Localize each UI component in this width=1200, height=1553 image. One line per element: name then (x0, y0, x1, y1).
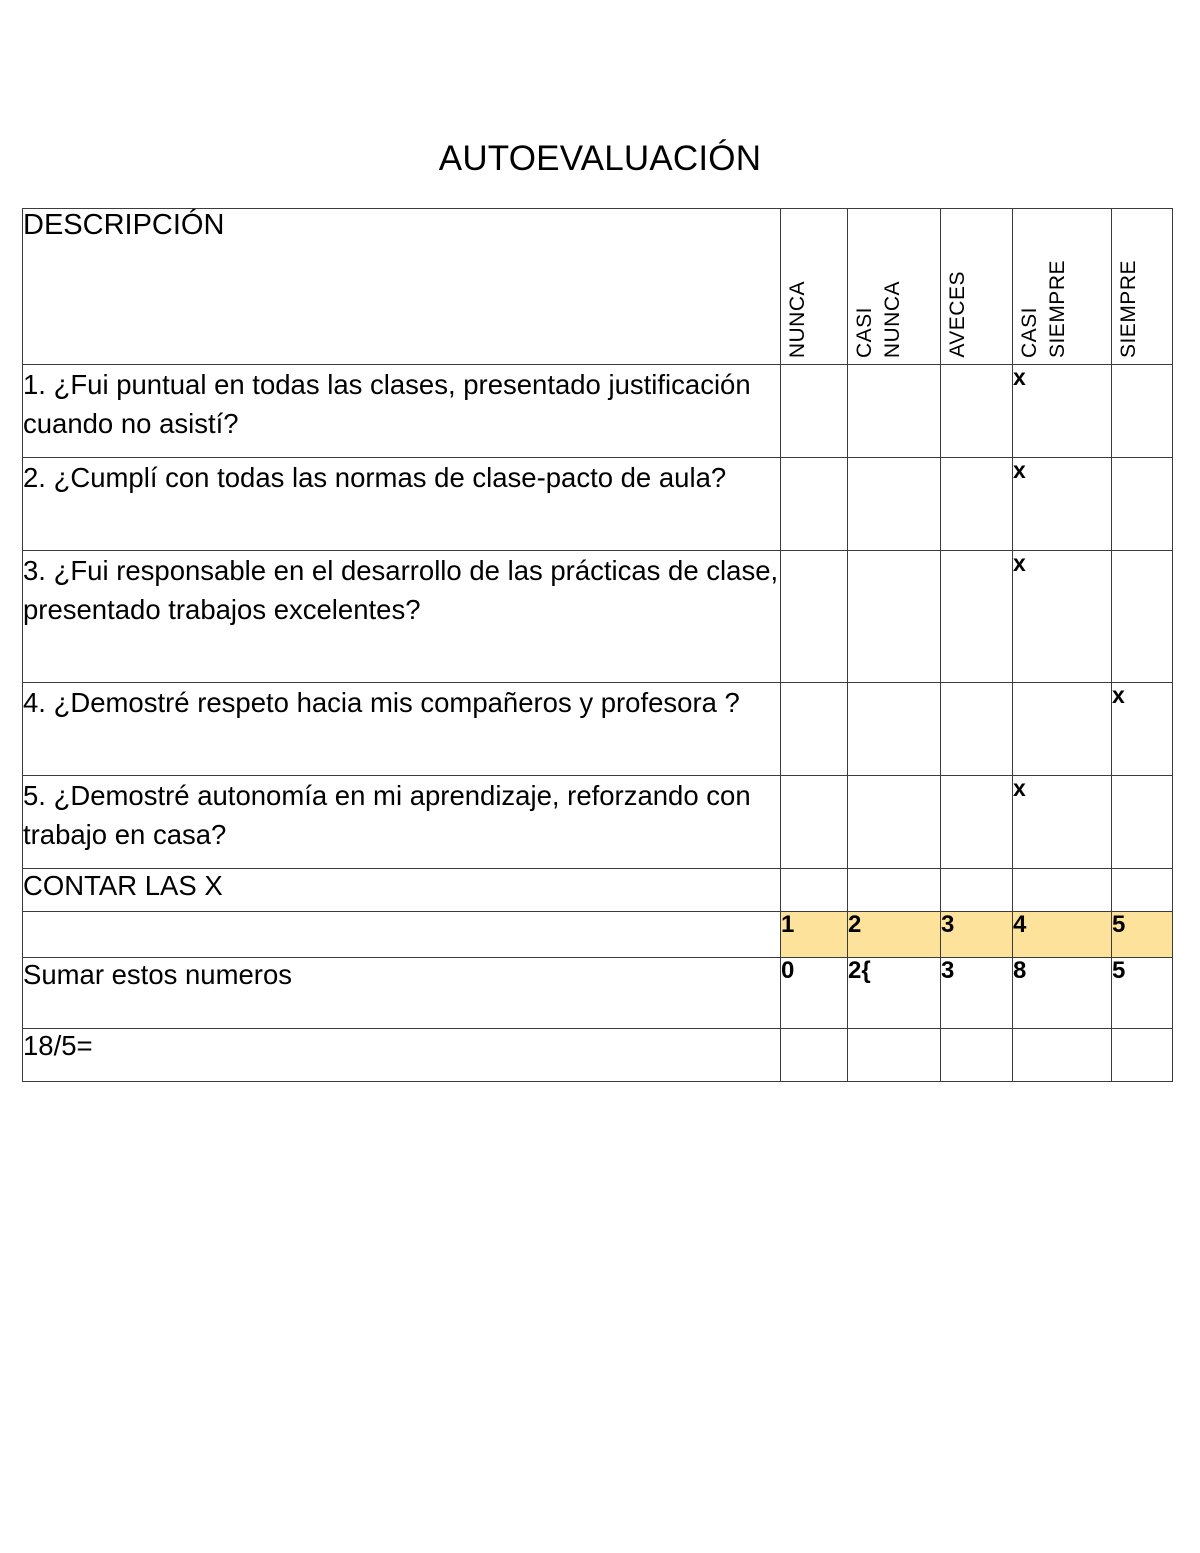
answer-cell-q3-casi-siempre[interactable]: x (1013, 551, 1112, 683)
answer-cell-q5-aveces[interactable] (941, 776, 1013, 869)
answer-cell-q3-siempre[interactable] (1112, 551, 1173, 683)
count-row-label: CONTAR LAS X (23, 869, 781, 912)
count-cell-siempre[interactable] (1112, 869, 1173, 912)
answer-cell-q1-nunca[interactable] (781, 365, 848, 458)
final-cell-aveces[interactable] (941, 1029, 1013, 1082)
answer-cell-q2-siempre[interactable] (1112, 458, 1173, 551)
sum-row-label: Sumar estos numeros (23, 958, 781, 1029)
final-row-label: 18/5= (23, 1029, 781, 1082)
scale-value-1: 1 (781, 912, 848, 958)
table-header-row (23, 209, 1173, 365)
answer-cell-q4-aveces[interactable] (941, 683, 1013, 776)
scale-value-3: 3 (941, 912, 1013, 958)
self-evaluation-table (22, 208, 1173, 1082)
answer-cell-q4-siempre[interactable]: x (1112, 683, 1173, 776)
column-header-siempre (1112, 209, 1173, 365)
question-text-1: 1. ¿Fui puntual en todas las clases, presentado justificación cuando no asistí? (23, 365, 781, 458)
scale-value-5: 5 (1112, 912, 1173, 958)
answer-cell-q2-nunca[interactable] (781, 458, 848, 551)
final-cell-casi-siempre[interactable] (1013, 1029, 1112, 1082)
count-cell-nunca[interactable] (781, 869, 848, 912)
final-row (23, 1029, 1173, 1082)
question-text-3: 3. ¿Fui responsable en el desarrollo de las prácticas de clase, presentado trabajos excelentes? (23, 551, 781, 683)
sum-cell-aveces[interactable]: 3 (941, 958, 1013, 1029)
column-header-casi-nunca-line1: CASI (853, 306, 876, 358)
sum-cell-siempre[interactable]: 5 (1112, 958, 1173, 1029)
column-header-casi-siempre-line2: SIEMPRE (1046, 259, 1069, 358)
answer-cell-q2-aveces[interactable] (941, 458, 1013, 551)
answer-cell-q4-casi-siempre[interactable] (1013, 683, 1112, 776)
page-title: AUTOEVALUACIÓN (438, 139, 762, 178)
answer-cell-q3-casi-nunca[interactable] (848, 551, 941, 683)
answer-cell-q2-casi-nunca[interactable] (848, 458, 941, 551)
final-cell-siempre[interactable] (1112, 1029, 1173, 1082)
sum-cell-casi-siempre[interactable]: 8 (1013, 958, 1112, 1029)
answer-cell-q5-nunca[interactable] (781, 776, 848, 869)
column-header-nunca-line1: NUNCA (786, 280, 809, 358)
count-cell-aveces[interactable] (941, 869, 1013, 912)
answer-cell-q5-casi-nunca[interactable] (848, 776, 941, 869)
final-cell-casi-nunca[interactable] (848, 1029, 941, 1082)
table-row (23, 683, 1173, 776)
answer-cell-q5-siempre[interactable] (1112, 776, 1173, 869)
answer-cell-q1-siempre[interactable] (1112, 365, 1173, 458)
answer-cell-q1-casi-nunca[interactable] (848, 365, 941, 458)
count-cell-casi-siempre[interactable] (1013, 869, 1112, 912)
column-header-casi-siempre-line1: CASI (1018, 306, 1041, 358)
scale-row-label (23, 912, 781, 958)
column-header-aveces (941, 209, 1013, 365)
answer-cell-q1-casi-siempre[interactable]: x (1013, 365, 1112, 458)
answer-cell-q5-casi-siempre[interactable]: x (1013, 776, 1112, 869)
count-row (23, 869, 1173, 912)
answer-cell-q4-nunca[interactable] (781, 683, 848, 776)
column-header-siempre-line1: SIEMPRE (1117, 259, 1140, 358)
question-text-4: 4. ¿Demostré respeto hacia mis compañeros y profesora ? (23, 683, 781, 776)
table-row (23, 458, 1173, 551)
answer-cell-q2-casi-siempre[interactable]: x (1013, 458, 1112, 551)
answer-cell-q3-aveces[interactable] (941, 551, 1013, 683)
table-row (23, 365, 1173, 458)
scale-row (23, 912, 1173, 958)
final-cell-nunca[interactable] (781, 1029, 848, 1082)
table-row (23, 776, 1173, 869)
column-header-descripcion: DESCRIPCIÓN (23, 209, 781, 365)
scale-value-4: 4 (1013, 912, 1112, 958)
answer-cell-q4-casi-nunca[interactable] (848, 683, 941, 776)
question-text-5: 5. ¿Demostré autonomía en mi aprendizaje, reforzando con trabajo en casa? (23, 776, 781, 869)
count-cell-casi-nunca[interactable] (848, 869, 941, 912)
sum-row (23, 958, 1173, 1029)
answer-cell-q3-nunca[interactable] (781, 551, 848, 683)
column-header-casi-siempre (1013, 209, 1112, 365)
question-text-2: 2. ¿Cumplí con todas las normas de clase-pacto de aula? (23, 458, 781, 551)
scale-value-2: 2 (848, 912, 941, 958)
column-header-casi-nunca (848, 209, 941, 365)
sum-cell-casi-nunca[interactable]: 2{ (848, 958, 941, 1029)
answer-cell-q1-aveces[interactable] (941, 365, 1013, 458)
column-header-casi-nunca-line2: NUNCA (881, 280, 904, 358)
column-header-nunca (781, 209, 848, 365)
column-header-aveces-line1: AVECES (946, 271, 969, 358)
sum-cell-nunca[interactable]: 0 (781, 958, 848, 1029)
table-row (23, 551, 1173, 683)
